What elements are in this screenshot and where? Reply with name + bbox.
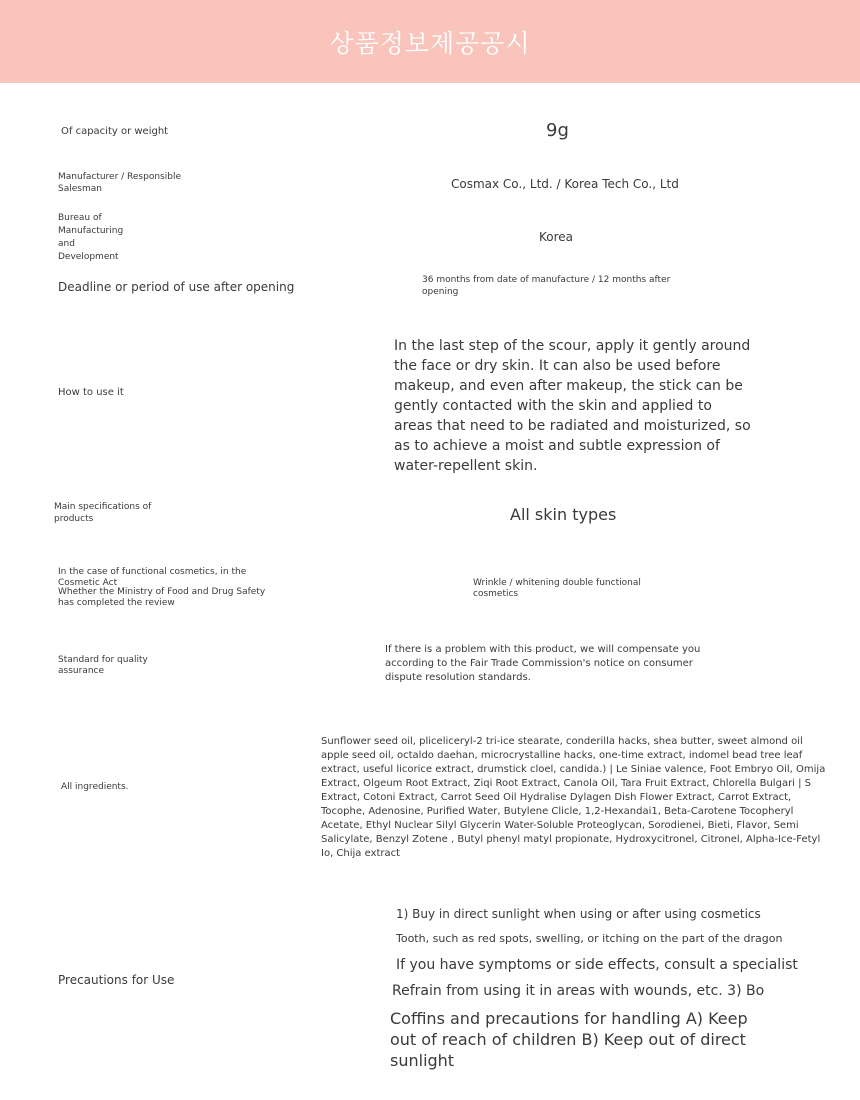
capacity-value: 9g — [546, 120, 569, 141]
ingredients-value: Sunflower seed oil, pliceliceryl-2 tri-ice stearate, conderilla hacks, shea butter, sweet almond oil apple seed oil, octaldo daehan, microcrystalline hacks, one-time extract, indomel bead tree leaf extract, useful licorice extract, drumstick cloel, candida.) | Le Siniae valence, Foot Embryo Oil, Omija Extract, Olgeum Root Extract, Ziqi Root Extract, Canola Oil, Tara Fruit Extract, Chlorella Bulgari | S Extract, Cotoni Extract, Carrot Seed Oil Hydralise Dylagen Dish Flower Extract, Carrot Extract, Tocophe, Adenosine, Purified Water, Butylene Clicle, 1,2-Hexandai1, Beta-Carotene Tocopheryl Acetate, Ethyl Nuclear Silyl Glycerin Water-Soluble Proteoglycan, Sorodienei, Bieti, Flavor, Semi Salicylate, Benzyl Zotene , Butyl phenyl matyl propionate, Hydroxycitronel, Citronel, Alpha-Ice-Fetyl Io, Chija extract — [321, 736, 826, 859]
manufacturer-value: Cosmax Co., Ltd. / Korea Tech Co., Ltd — [451, 177, 679, 191]
precaution-line-1: 1) Buy in direct sunlight when using or after using cosmetics — [396, 907, 761, 921]
origin-label: Bureau of Manufacturing and Development — [58, 213, 124, 262]
deadline-label: Deadline or period of use after opening — [58, 280, 295, 294]
precaution-line-5: Coffins and precautions for handling A) Keep out of reach of children B) Keep out of direct sunlight — [390, 1009, 748, 1070]
precaution-line-3: If you have symptoms or side effects, consult a specialist — [396, 957, 798, 973]
specs-label: Main specifications of products — [54, 502, 152, 524]
ingredients-label: All ingredients. — [61, 782, 129, 792]
header-banner — [0, 0, 860, 83]
precautions-label: Precautions for Use — [58, 973, 175, 987]
precaution-line-2: Tooth, such as red spots, swelling, or itching on the part of the dragon — [396, 932, 783, 945]
how-to-use-value: In the last step of the scour, apply it gently around the face or dry skin. It can also be used before makeup, and even after makeup, the stick can be gently contacted with the skin and applied to areas that need to be radiated and moisturized, so as to achieve a moist and subtle expression of water-repellent skin. — [394, 338, 751, 474]
quality-value: If there is a problem with this product, we will compensate you according to the Fair Trade Commission's notice on consumer dispute resolution standards. — [385, 644, 701, 683]
functional-value: Wrinkle / whitening double functional cosmetics — [473, 578, 641, 599]
specs-value: All skin types — [510, 505, 617, 524]
origin-value: Korea — [539, 230, 574, 244]
page-title: 상품정보제공공시 — [329, 29, 531, 58]
precaution-line-4: Refrain from using it in areas with wounds, etc. 3) Bo — [392, 983, 765, 999]
functional-label-line2: Whether the Ministry of Food and Drug Safety has completed the review — [58, 587, 266, 608]
how-to-use-label: How to use it — [58, 387, 124, 398]
manufacturer-label: Manufacturer / Responsible Salesman — [58, 172, 181, 194]
functional-label-line1: In the case of functional cosmetics, in the Cosmetic Act — [58, 567, 247, 588]
deadline-value: 36 months from date of manufacture / 12 months after opening — [422, 275, 671, 298]
quality-label: Standard for quality assurance — [58, 655, 148, 676]
capacity-label: Of capacity or weight — [61, 126, 169, 137]
